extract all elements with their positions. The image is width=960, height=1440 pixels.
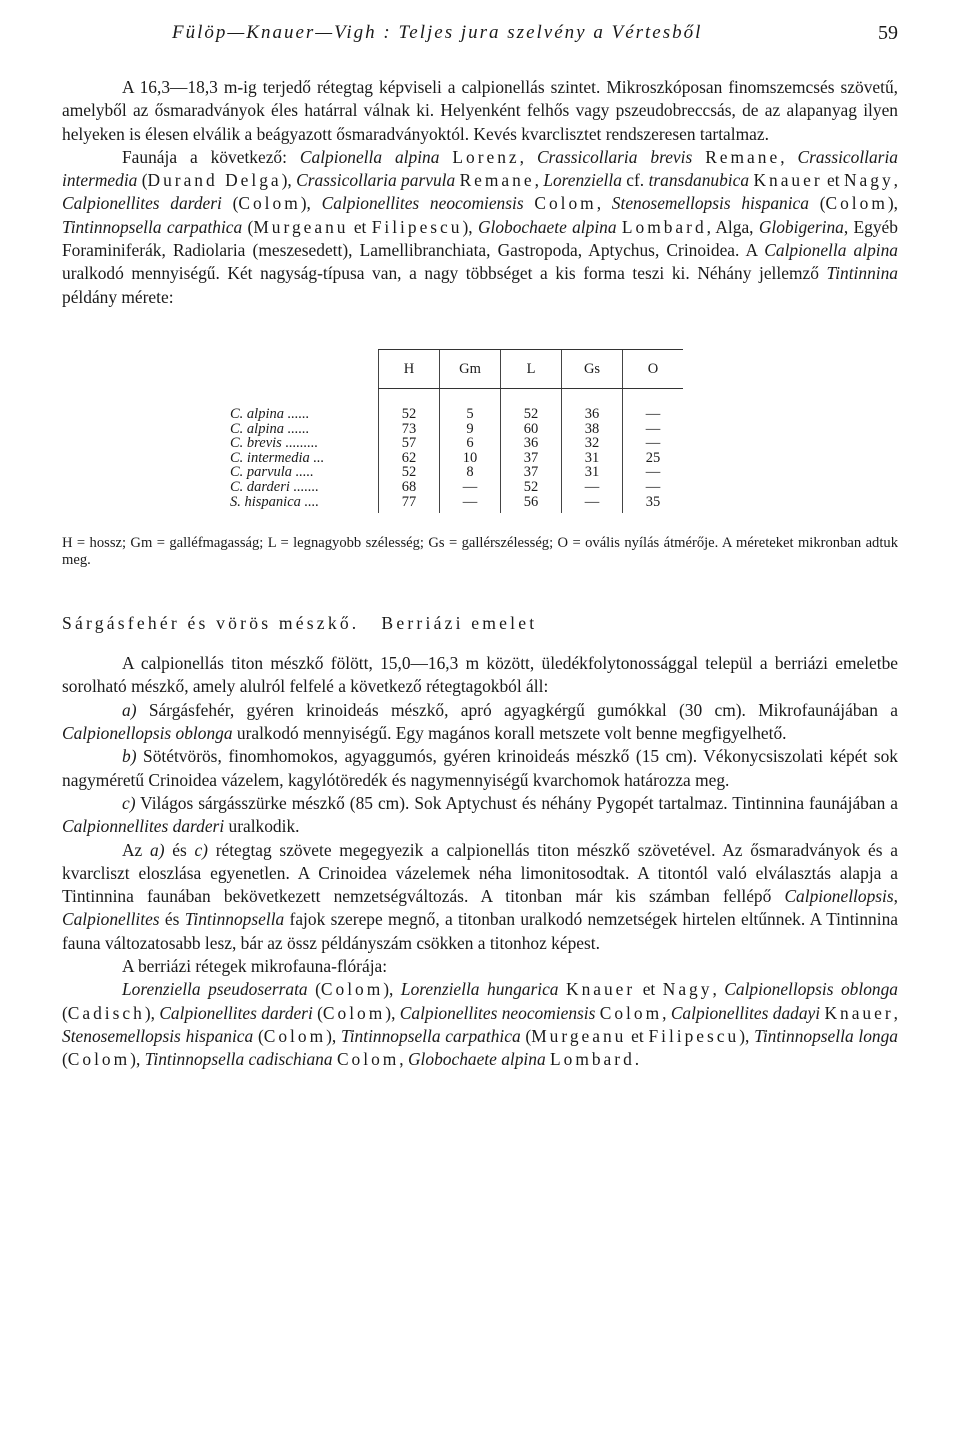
fauna-text: , Alga, bbox=[706, 216, 759, 237]
flora-text: , bbox=[712, 979, 725, 1000]
fauna-taxon: transdanubica bbox=[648, 170, 750, 191]
fauna-taxon: Lorenziella bbox=[543, 170, 622, 191]
flora-taxon: Tintinnopsella cadischiana bbox=[144, 1049, 333, 1070]
cell-h: 77 bbox=[379, 495, 440, 514]
layer-c-text1: Világos sárgásszürke mészkő (85 cm). Sok Aptychust és néhány Pygopét tartalmaz. Tintinnina faunájában a bbox=[135, 792, 898, 813]
flora-taxon: Calpionellites darderi bbox=[159, 1002, 313, 1023]
header-gs: Gs bbox=[562, 349, 623, 388]
flora-text: ), bbox=[144, 1002, 160, 1023]
flora-author: Colom bbox=[336, 1049, 400, 1070]
flora-author: Colom bbox=[320, 979, 384, 1000]
cell-h: 62 bbox=[379, 451, 440, 466]
flora-text: ( bbox=[312, 1002, 323, 1023]
fauna-text: , bbox=[519, 146, 537, 167]
cell-gm: — bbox=[440, 480, 501, 495]
flora-text: , bbox=[399, 1049, 408, 1070]
fauna-author: Lombard bbox=[621, 216, 707, 237]
fauna-list bbox=[62, 147, 898, 307]
flora-author: Filipescu bbox=[648, 1025, 740, 1046]
fauna-text: ), bbox=[887, 193, 899, 214]
layer-b-text: Sötétvörös, finomhomokos, agyaggumós, gyéren krinoideás mészkő (15 cm). Vékonycsiszolati képét sok nagyméretű Crinoidea vázelem, kagylótöredék és nagymennyiségű kvarchomok határozza meg. bbox=[62, 746, 898, 790]
fauna-author: Colom bbox=[534, 193, 597, 214]
cell-gm: 8 bbox=[440, 465, 501, 480]
intro-paragraph: A 16,3—18,3 m-ig terjedő rétegtag képviseli a calpionellás szintet. Mikroszkóposan finomszemcsés szövetű, amelyből az ősmaradványok éles határral válnak ki. Helyenként felhős vagy pszeudobreccsás, de az alapanyag ilyen helyeken is élesen elválik a beágyazott ősmaradványoktól. Kevés kvarclisztet rendszeresen tartalmaz. bbox=[62, 77, 898, 144]
fauna-taxon: Stenosemellopsis hispanica bbox=[611, 193, 809, 214]
flora-text: et bbox=[635, 979, 663, 1000]
table-row bbox=[230, 422, 683, 437]
fauna-text: ( bbox=[808, 193, 826, 214]
cell-l: 37 bbox=[501, 465, 562, 480]
cell-o: 35 bbox=[623, 495, 684, 514]
cell-o: — bbox=[623, 436, 684, 451]
flora-author: Nagy bbox=[662, 979, 713, 1000]
cell-gs: — bbox=[562, 480, 623, 495]
fauna-author: Filipescu bbox=[371, 216, 463, 237]
cell-l: 52 bbox=[501, 388, 562, 421]
fauna-text: cf. bbox=[621, 170, 649, 191]
fauna-text: ( bbox=[242, 216, 254, 237]
cell-o: — bbox=[623, 422, 684, 437]
fauna-text: , Egyéb Foraminiferák, Radiolaria (meszesedett), Lamellibranchiata, Gastropoda, Aptychus, Crinoidea. A bbox=[62, 216, 898, 261]
page-header bbox=[62, 14, 898, 48]
cell-gs: 36 bbox=[562, 388, 623, 421]
cell-gm: 5 bbox=[440, 388, 501, 421]
fauna-taxon: Crassicollaria brevis bbox=[536, 146, 693, 167]
comparison-genus-2: Calpionellites bbox=[62, 909, 160, 930]
header-gm: Gm bbox=[440, 349, 501, 388]
fauna-text bbox=[524, 193, 535, 213]
species-name-cell: C. intermedia ... bbox=[230, 449, 325, 466]
table-body bbox=[230, 388, 683, 513]
cell-o: — bbox=[623, 480, 684, 495]
cell-h: 52 bbox=[379, 388, 440, 421]
layer-a-text1: Sárgásfehér, gyéren krinoideás mészkő, apró agyagkérgű gumókkal (30 cm). Mikrofaunájában a bbox=[136, 699, 898, 720]
flora-author: Cadisch bbox=[67, 1002, 145, 1023]
fauna-text: ), bbox=[462, 216, 478, 237]
flora-text: ), bbox=[383, 979, 401, 1000]
table-row bbox=[230, 388, 683, 421]
flora-taxon: Lorenziella pseudoserrata bbox=[122, 979, 308, 1000]
flora-taxon: Calpionellites dadayi bbox=[670, 1002, 821, 1023]
cell-l: 52 bbox=[501, 480, 562, 495]
fauna-author: Murgeanu bbox=[253, 216, 349, 237]
layer-c-text2: uralkodik. bbox=[224, 816, 300, 837]
fauna-lead: Faunája a következő: bbox=[122, 146, 300, 167]
species-name-cell: C. darderi ....... bbox=[230, 478, 319, 495]
layer-a-text2: uralkodó mennyiségű. Egy magános korall metszete volt benne megfigyelhető. bbox=[232, 723, 787, 744]
flora-text: ), bbox=[385, 1002, 400, 1023]
flora-text bbox=[559, 979, 567, 999]
comparison-text-3: rétegtag szövete megegyezik a calpionellás titon mészkő szövetével. Az ősmaradványok és a kvarcliszt eloszlása egyenetlen. A Crinoidea vázelemek néha limonitosodtak. A titontól való elválasztás alapja a Tintinnina faunában bekövetkezett nemzetségváltozás. A titonban már kis számban fellépő bbox=[62, 839, 898, 907]
cell-l: 56 bbox=[501, 495, 562, 514]
fauna-author: Knauer bbox=[753, 170, 823, 191]
fauna-text: et bbox=[822, 170, 844, 191]
page bbox=[62, 14, 898, 1071]
flora-text: , bbox=[893, 1002, 898, 1023]
fauna-author: Colom bbox=[825, 193, 888, 214]
section-title-right: Berriázi emelet bbox=[381, 613, 538, 634]
flora-list bbox=[62, 979, 898, 1069]
section-title-left: Sárgásfehér és vörös mészkő. bbox=[62, 613, 360, 634]
comparison-text-6: fajok szerepe megnő, a titonban uralkodó nemzetségek hirtelen eltűnnek. A Tintinnina fauna változatosabb lesz, bár az össz példányszám csökken a titonhoz képest. bbox=[62, 909, 898, 953]
fauna-taxon: Calpionella alpina bbox=[764, 240, 898, 261]
species-name-cell: C. brevis ......... bbox=[230, 435, 319, 452]
flora-author: Colom bbox=[322, 1002, 386, 1023]
fauna-taxon: Calpionella alpina bbox=[299, 146, 440, 167]
cell-gs: 38 bbox=[562, 422, 623, 437]
fauna-taxon: Calpionellites neocomiensis bbox=[321, 193, 524, 214]
fauna-author: Nagy bbox=[843, 170, 894, 191]
flora-text: ( bbox=[62, 1002, 68, 1023]
running-title: Fülöp—Knauer—Vigh : Teljes jura szelvény a Vértesből bbox=[172, 22, 703, 43]
flora-author: Murgeanu bbox=[531, 1025, 627, 1046]
flora-author: Knauer bbox=[824, 1002, 894, 1023]
flora-author: Colom bbox=[67, 1049, 131, 1070]
species-name-cell: C. parvula ..... bbox=[230, 464, 314, 481]
flora-taxon: Tintinnopsella carpathica bbox=[341, 1025, 521, 1046]
comparison-text-5: és bbox=[159, 909, 185, 930]
fauna-author: Remane bbox=[705, 146, 781, 167]
cell-gs: 31 bbox=[562, 465, 623, 480]
fauna-text: ( bbox=[221, 193, 239, 214]
section-title bbox=[62, 613, 898, 634]
comparison-label-a: a) bbox=[150, 839, 165, 860]
species-name-cell: C. alpina ...... bbox=[230, 405, 310, 422]
cell-h: 73 bbox=[379, 422, 440, 437]
fauna-text: példány mérete: bbox=[62, 286, 174, 307]
flora-author: Colom bbox=[263, 1025, 327, 1046]
cell-l: 37 bbox=[501, 451, 562, 466]
flora-text: ( bbox=[307, 979, 321, 1000]
cell-l: 60 bbox=[501, 422, 562, 437]
fauna-taxon: Tintinnina bbox=[826, 263, 898, 284]
fauna-taxon: Tintinnopsella carpathica bbox=[62, 216, 243, 237]
table-header-row bbox=[230, 349, 683, 388]
cell-l: 36 bbox=[501, 436, 562, 451]
species-name-cell: C. alpina ...... bbox=[230, 420, 310, 437]
comparison-genus-1: Calpionellopsis bbox=[784, 886, 894, 907]
cell-gs: — bbox=[562, 495, 623, 514]
cell-gm: 6 bbox=[440, 436, 501, 451]
flora-text: ), bbox=[130, 1049, 145, 1070]
fauna-taxon: Globochaete alpina bbox=[477, 216, 617, 237]
fauna-taxon: Crassicollaria parvula bbox=[296, 170, 456, 191]
cell-h: 68 bbox=[379, 480, 440, 495]
flora-author: Colom bbox=[599, 1002, 663, 1023]
species-name-cell: S. hispanica .... bbox=[230, 493, 320, 510]
fauna-text: , bbox=[893, 170, 899, 191]
fauna-text bbox=[439, 147, 452, 167]
comparison-paragraph bbox=[62, 839, 898, 955]
cell-o: — bbox=[623, 388, 684, 421]
layer-b bbox=[62, 745, 898, 792]
fauna-text: ( bbox=[137, 170, 148, 191]
flora-text: ), bbox=[326, 1025, 342, 1046]
fauna-text: ), bbox=[281, 170, 297, 191]
flora-taxon: Stenosemellopsis hispanica bbox=[62, 1025, 254, 1046]
flora-text: . bbox=[634, 1049, 640, 1070]
fauna-text bbox=[692, 147, 705, 167]
fauna-text: ), bbox=[300, 193, 322, 214]
fauna-text: , bbox=[780, 146, 798, 167]
flora-text: ( bbox=[253, 1025, 264, 1046]
cell-h: 52 bbox=[379, 465, 440, 480]
comparison-label-c: c) bbox=[194, 839, 208, 860]
layer-c-label: c) bbox=[122, 792, 136, 813]
fauna-taxon: Globigerina bbox=[758, 216, 844, 237]
flora-text: et bbox=[626, 1025, 649, 1046]
fauna-author: Remane bbox=[459, 170, 535, 191]
comparison-text-2: és bbox=[164, 839, 195, 860]
cell-gm: 10 bbox=[440, 451, 501, 466]
page-number: 59 bbox=[878, 22, 898, 44]
layer-a bbox=[62, 699, 898, 746]
flora-taxon: Calpionellites neocomiensis bbox=[399, 1002, 596, 1023]
flora-taxon: Globochaete alpina bbox=[408, 1049, 546, 1070]
fauna-text: , bbox=[596, 193, 612, 214]
layer-b-label: b) bbox=[122, 746, 137, 767]
table-row bbox=[230, 495, 683, 514]
microfauna-list bbox=[62, 978, 898, 1071]
comparison-text-4: , bbox=[893, 886, 898, 907]
fauna-taxon: Calpionellites darderi bbox=[62, 193, 222, 214]
cell-gs: 31 bbox=[562, 451, 623, 466]
fauna-paragraph bbox=[62, 146, 898, 309]
flora-taxon: Calpionellopsis oblonga bbox=[724, 979, 898, 1000]
cell-gm: — bbox=[440, 495, 501, 514]
flora-text: ( bbox=[62, 1049, 68, 1070]
comparison-genus-3: Tintinnopsella bbox=[184, 909, 285, 930]
cell-o: 25 bbox=[623, 451, 684, 466]
fauna-author: Durand Delga bbox=[147, 170, 282, 191]
fauna-text: , bbox=[534, 170, 544, 191]
table-row bbox=[230, 436, 683, 451]
fauna-author: Lorenz bbox=[452, 146, 520, 167]
layer-c-species: Calpionnellites darderi bbox=[62, 816, 225, 837]
header-h: H bbox=[379, 349, 440, 388]
flora-taxon: Lorenziella hungarica bbox=[400, 979, 559, 1000]
table-corner bbox=[230, 349, 379, 388]
berriasian-intro: A calpionellás titon mészkő fölött, 15,0—16,3 m között, üledékfolytonossággal települ a berriázi emeletbe sorolható mészkő, amely alulról felfelé a következő rétegtagokból áll: bbox=[62, 653, 898, 697]
cell-o: — bbox=[623, 465, 684, 480]
fauna-text: uralkodó mennyiségű. Két nagyság-típusa van, a nagy többséget a kis forma teszi ki. Néhány jellemző bbox=[62, 263, 827, 284]
flora-text: , bbox=[662, 1002, 671, 1023]
header-l: L bbox=[501, 349, 562, 388]
measurement-table bbox=[230, 349, 683, 513]
layer-a-species: Calpionellopsis oblonga bbox=[62, 723, 233, 744]
flora-author: Lombard bbox=[550, 1049, 635, 1070]
table-caption: H = hossz; Gm = galléfmagasság; L = legnagyobb szélesség; Gs = gallérszélesség; O = ovális nyílás átmérője. A méreteket mikronban adtuk meg. bbox=[62, 535, 898, 569]
flora-text: ), bbox=[739, 1025, 755, 1046]
layer-a-label: a) bbox=[122, 699, 137, 720]
cell-gm: 9 bbox=[440, 422, 501, 437]
cell-gs: 32 bbox=[562, 436, 623, 451]
table-row bbox=[230, 465, 683, 480]
table-row bbox=[230, 451, 683, 466]
flora-author: Knauer bbox=[566, 979, 636, 1000]
flora-taxon: Tintinnopsella longa bbox=[754, 1025, 899, 1046]
fauna-taxon: Crassicollaria intermedia bbox=[62, 146, 898, 191]
fauna-author: Colom bbox=[238, 193, 301, 214]
flora-text: ( bbox=[520, 1025, 532, 1046]
cell-h: 57 bbox=[379, 436, 440, 451]
comparison-text-1: Az bbox=[122, 839, 151, 860]
header-o: O bbox=[623, 349, 684, 388]
microfauna-heading: A berriázi rétegek mikrofauna-flórája: bbox=[122, 955, 388, 976]
layer-c bbox=[62, 792, 898, 839]
fauna-text: et bbox=[348, 216, 372, 237]
table-row bbox=[230, 480, 683, 495]
